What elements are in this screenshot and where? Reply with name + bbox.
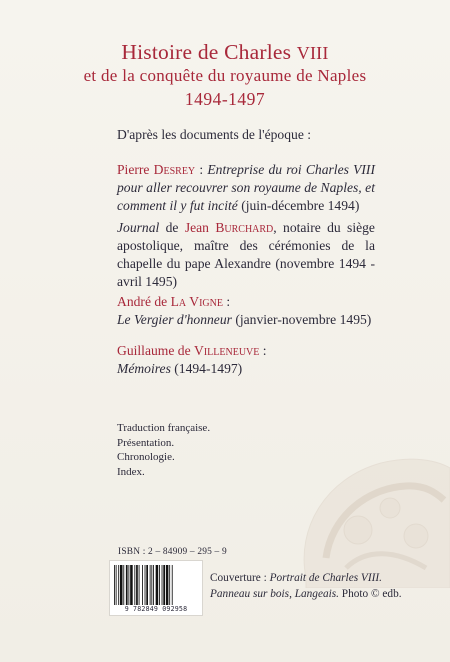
author-first: Pierre	[117, 162, 154, 177]
credit-medium: Panneau sur bois, Langeais.	[210, 587, 339, 600]
contents-list	[117, 421, 210, 479]
period: (1494-1497)	[170, 361, 243, 376]
work-title: Journal	[117, 220, 160, 235]
cover-credit	[210, 571, 402, 602]
barcode	[109, 560, 203, 616]
author-last: Villeneuve	[194, 343, 260, 358]
contents-item-chronology: Chronologie.	[117, 451, 175, 463]
contents-item-index: Index.	[117, 465, 145, 478]
source-burchard	[117, 219, 375, 291]
source-la-vigne	[117, 293, 375, 329]
separator: :	[259, 343, 267, 358]
period: (janvier-novembre 1495)	[231, 312, 372, 327]
book-title	[0, 40, 450, 65]
work-title: Le Vergier d'honneur	[117, 312, 232, 327]
contents-item-presentation: Présentation.	[117, 436, 175, 449]
author-last: Desrey	[153, 162, 196, 177]
title-main: Histoire de Charles	[121, 40, 297, 64]
source-villeneuve	[117, 342, 375, 378]
period: (juin-décembre 1494)	[237, 198, 360, 213]
intro-line: D'après les documents de l'époque :	[117, 127, 312, 142]
credit-photo: Photo © edb.	[338, 587, 402, 600]
author-first: André de	[117, 294, 171, 309]
author-first: Jean	[184, 220, 216, 235]
barcode-digits: 9 782849 092958	[124, 605, 188, 613]
credit-label: Couverture :	[210, 572, 270, 584]
author-last: Burchard	[215, 220, 274, 235]
book-dates: 1494-1497	[184, 89, 266, 109]
source-desrey	[117, 161, 375, 215]
work-title: Mémoires	[117, 361, 171, 376]
author-first: Guillaume de	[117, 343, 195, 358]
author-description: , notaire du siège apostolique, maître des cérémonies de la chapelle du pape Alexandre (novembre 1494 - avril 1495)	[117, 220, 375, 289]
book-subtitle: et de la conquête du royaume de Naples	[83, 66, 367, 85]
title-roman-numeral: VIII	[296, 43, 329, 63]
isbn-number: ISBN : 2 – 84909 – 295 – 9	[118, 547, 227, 557]
barcode-bars	[114, 565, 198, 605]
separator: :	[223, 294, 231, 309]
contents-item-translation: Traduction française.	[117, 422, 211, 434]
work-title: Entreprise du roi Charles VIII pour aller recouvrer son royaume de Naples, et comment il y fut incité	[117, 162, 375, 213]
connector: de	[159, 220, 185, 235]
credit-title: Portrait de Charles VIII.	[269, 572, 382, 584]
decorative-initial-ornament	[286, 438, 450, 588]
author-last: La Vigne	[170, 294, 223, 309]
separator: :	[195, 162, 208, 177]
